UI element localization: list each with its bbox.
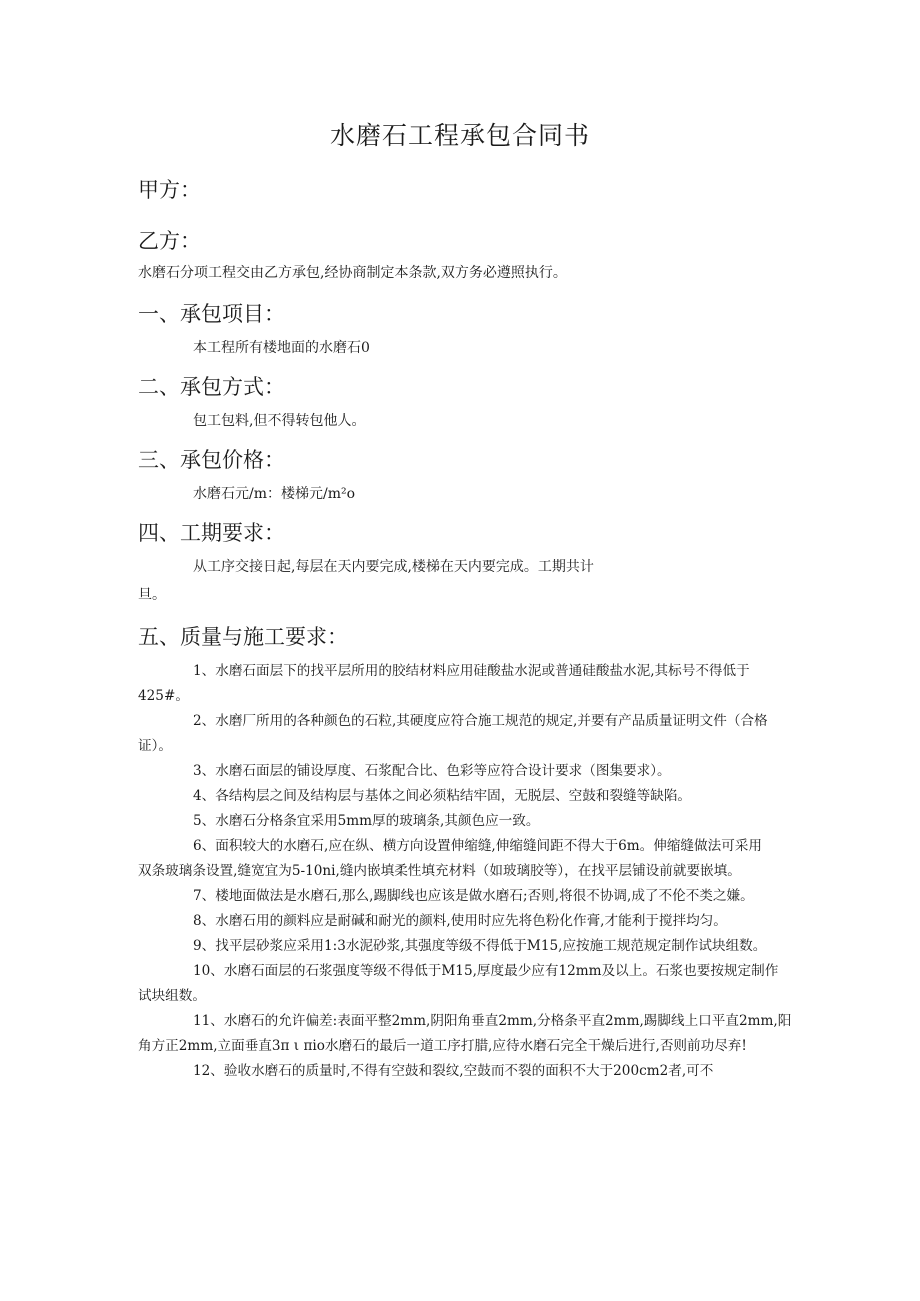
requirement-item-3: 3、水磨石面层的铺设厚度、石浆配合比、色彩等应符合设计要求（图集要求）。: [193, 763, 671, 779]
requirement-item-6-cont: 双条玻璃条设置,缝宽宜为5-10ni,缝内嵌填柔性填充材料（如玻璃胶等），在找平层铺设前就要嵌填。: [138, 863, 741, 879]
requirement-item-10-cont: 试块组数。: [138, 988, 206, 1004]
section-heading-schedule: 四、工期要求：: [138, 521, 285, 545]
requirement-item-2-cont: 证）。: [138, 738, 172, 754]
requirement-item-12: 12、验收水磨石的质量时,不得有空鼓和裂纹,空鼓而不裂的面积不大于200cm2者,可不: [193, 1063, 714, 1079]
requirement-item-10: 10、水磨石面层的石浆强度等级不得低于M15,厚度最少应有12mm及以上。石浆也要按规定制作: [193, 963, 779, 979]
section-heading-quality: 五、质量与施工要求：: [138, 625, 348, 649]
requirement-item-11-cont: 角方正2mm,立面垂直3π ι πio水磨石的最后一道工序打腊,应待水磨石完全干燥后进行,否则前功尽弃!: [138, 1038, 747, 1054]
section-text-schedule-cont: 旦。: [138, 587, 166, 603]
party-a-label: 甲方：: [138, 178, 201, 202]
section-text-method: 包工包料,但不得转包他人。: [193, 413, 366, 429]
document-title: 水磨石工程承包合同书: [329, 121, 590, 150]
section-text-schedule: 从工序交接日起,每层在天内要完成,楼梯在天内要完成。工期共计: [193, 559, 594, 575]
intro-paragraph: 水磨石分项工程交由乙方承包,经协商制定本条款,双方务必遵照执行。: [138, 265, 567, 281]
requirement-item-9: 9、找平层砂浆应采用1:3水泥砂浆,其强度等级不得低于M15,应按施工规范规定制作试块组数。: [193, 938, 767, 954]
requirement-item-5: 5、水磨石分格条宜采用5mm厚的玻璃条,其颜色应一致。: [193, 813, 540, 829]
party-b-label: 乙方：: [138, 229, 201, 253]
requirement-item-8: 8、水磨石用的颜料应是耐碱和耐光的颜料,使用时应先将色粉化作膏,才能利于搅拌均匀。: [193, 913, 727, 929]
requirement-item-6: 6、面积较大的水磨石,应在纵、横方向设置伸缩缝,伸缩缝间距不得大于6m。伸缩缝做法可采用: [193, 838, 762, 854]
requirement-item-2: 2、水磨厂所用的各种颜色的石粒,其硬度应符合施工规范的规定,并要有产品质量证明文件（合格: [193, 713, 768, 729]
section-text-price: 水磨石元/m：楼梯元/m²o: [193, 486, 356, 502]
section-text-scope: 本工程所有楼地面的水磨石0: [193, 340, 370, 356]
requirement-item-11: 11、水磨石的允许偏差:表面平整2mm,阴阳角垂直2mm,分格条平直2mm,踢脚线上口平直2mm,阳: [193, 1013, 792, 1029]
section-heading-scope: 一、承包项目：: [138, 302, 285, 326]
requirement-item-7: 7、楼地面做法是水磨石,那么,踢脚线也应该是做水磨石;否则,将很不协调,成了不伦不类之嫌。: [193, 888, 754, 904]
section-heading-method: 二、承包方式：: [138, 375, 285, 399]
section-heading-price: 三、承包价格：: [138, 448, 285, 472]
requirement-item-1-cont: 425#。: [138, 688, 189, 704]
requirement-item-1: 1、水磨石面层下的找平层所用的胶结材料应用硅酸盐水泥或普通硅酸盐水泥,其标号不得低于: [193, 663, 750, 679]
requirement-item-4: 4、各结构层之间及结构层与基体之间必须粘结牢固，无脱层、空鼓和裂缝等缺陷。: [193, 788, 692, 804]
